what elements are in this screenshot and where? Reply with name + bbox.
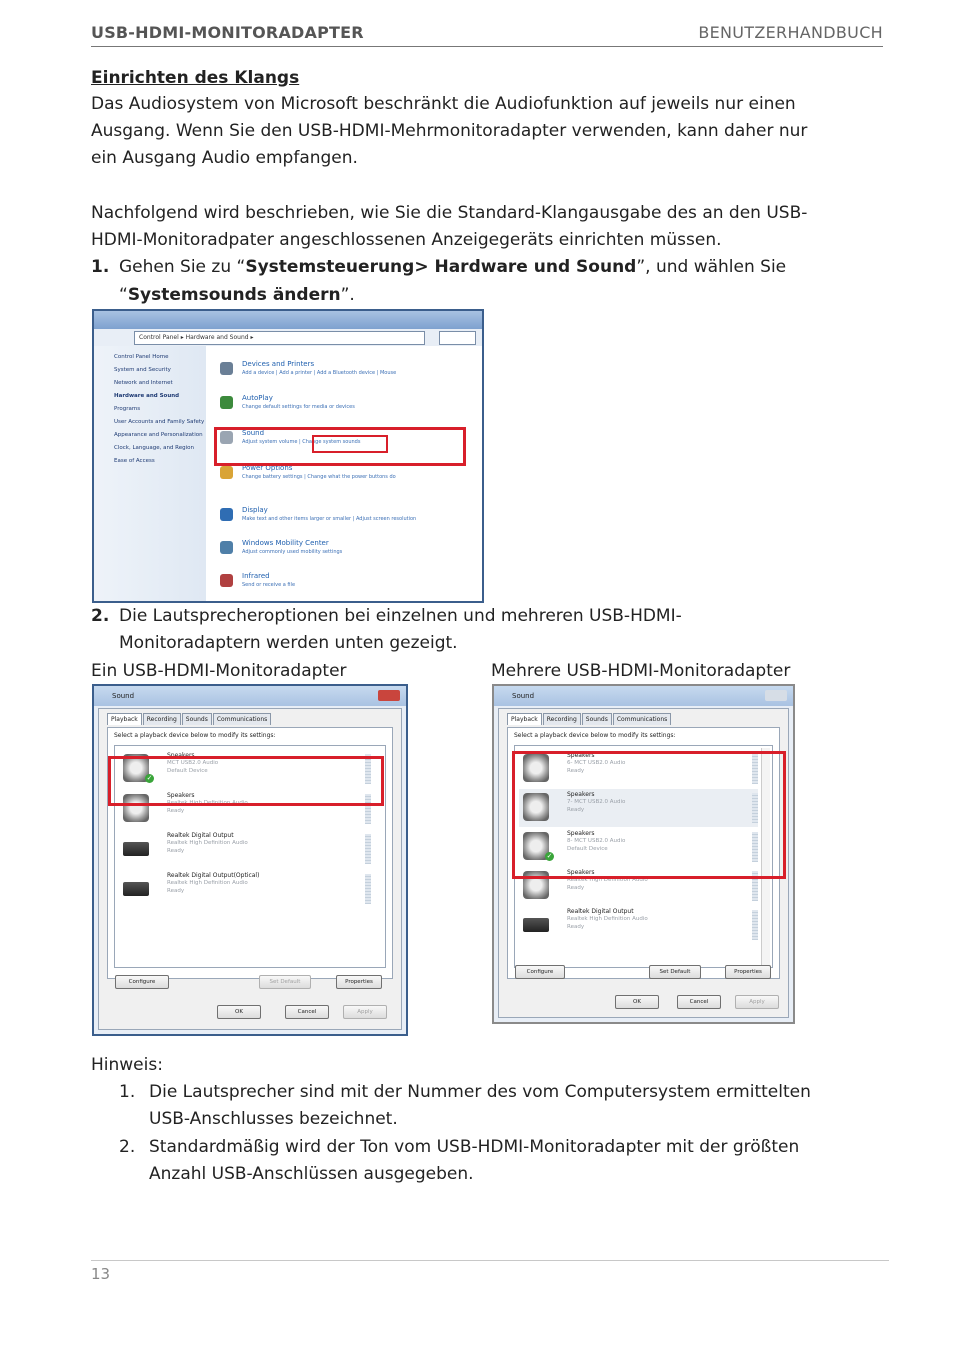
step-1-line-1 bbox=[91, 254, 786, 281]
note-2-line-1 bbox=[119, 1134, 799, 1161]
apply-button[interactable]: Apply bbox=[343, 1005, 387, 1019]
category-links[interactable]: Change default settings for media or devices bbox=[242, 404, 355, 410]
category-title[interactable]: Display bbox=[242, 506, 268, 514]
category-icon bbox=[220, 574, 233, 587]
caption-single-adapter: Ein USB-HDMI-Monitoradapter bbox=[91, 661, 347, 681]
page-header bbox=[91, 22, 883, 47]
device-name: Speakers bbox=[167, 752, 195, 759]
category-icon bbox=[220, 508, 233, 521]
cancel-button[interactable]: Cancel bbox=[677, 995, 721, 1009]
category-icon bbox=[220, 541, 233, 554]
tab-sounds[interactable]: Sounds bbox=[182, 713, 212, 725]
category-links[interactable]: Add a device | Add a printer | Add a Bluetooth device | Mouse bbox=[242, 370, 397, 376]
step-2-text: Die Lautsprecheroptionen bei einzelnen und mehreren USB-HDMI- bbox=[119, 606, 682, 626]
sound-dialog-single bbox=[92, 684, 408, 1036]
intro-line-3: ein Ausgang Audio empfangen. bbox=[91, 148, 358, 168]
device-name: Realtek Digital Output bbox=[567, 908, 634, 915]
section-title: Einrichten des Klangs bbox=[91, 68, 300, 88]
device-driver: 8- MCT USB2.0 Audio bbox=[567, 838, 626, 844]
tab-recording[interactable]: Recording bbox=[143, 713, 181, 725]
sidebar-link[interactable]: Hardware and Sound bbox=[114, 393, 180, 399]
note-2-line-2: Anzahl USB-Anschlüssen ausgegeben. bbox=[149, 1164, 474, 1184]
device-driver: Realtek High Definition Audio bbox=[567, 877, 648, 883]
device-status: Ready bbox=[567, 807, 585, 813]
close-icon[interactable] bbox=[378, 690, 400, 701]
sidebar-link[interactable]: Ease of Access bbox=[114, 458, 155, 464]
control-panel-sidebar bbox=[94, 346, 206, 601]
page-number: 13 bbox=[91, 1265, 111, 1283]
note-1-text: Die Lautsprecher sind mit der Nummer des vom Computersystem ermittelten bbox=[149, 1082, 811, 1102]
sidebar-link[interactable]: User Accounts and Family Safety bbox=[114, 419, 205, 425]
tab-recording[interactable]: Recording bbox=[543, 713, 581, 725]
properties-button[interactable]: Properties bbox=[336, 975, 382, 989]
sound-card-icon bbox=[523, 918, 549, 932]
sidebar-link[interactable]: Control Panel Home bbox=[114, 354, 169, 360]
category-links[interactable]: Change battery settings | Change what the power buttons do bbox=[242, 474, 396, 480]
note-1-line-2: USB-Anschlusses bezeichnet. bbox=[149, 1109, 398, 1129]
device-name: Speakers bbox=[567, 752, 595, 759]
device-name: Realtek Digital Output(Optical) bbox=[167, 872, 260, 879]
category-icon bbox=[220, 466, 233, 479]
step-1-quote: “ bbox=[119, 285, 128, 305]
volume-meter bbox=[365, 874, 371, 904]
device-name: Speakers bbox=[567, 830, 595, 837]
properties-button[interactable]: Properties bbox=[725, 965, 771, 979]
device-status: Ready bbox=[567, 885, 585, 891]
category-title[interactable]: Windows Mobility Center bbox=[242, 539, 329, 547]
device-name: Speakers bbox=[567, 791, 595, 798]
window-titlebar bbox=[94, 311, 482, 329]
device-status: Ready bbox=[567, 768, 585, 774]
address-bar: Control Panel ▸ Hardware and Sound ▸ bbox=[134, 331, 425, 345]
device-row[interactable] bbox=[119, 830, 371, 868]
sidebar-link[interactable]: Programs bbox=[114, 406, 141, 412]
category-links[interactable]: Adjust commonly used mobility settings bbox=[242, 549, 343, 555]
device-driver: 7- MCT USB2.0 Audio bbox=[567, 799, 626, 805]
volume-meter bbox=[752, 910, 758, 940]
instruction-text: Select a playback device below to modify its settings: bbox=[114, 732, 276, 739]
note-2-number: 2. bbox=[119, 1137, 136, 1157]
device-status: Ready bbox=[567, 924, 585, 930]
sound-dialog-multi bbox=[492, 684, 795, 1024]
sidebar-link[interactable]: Clock, Language, and Region bbox=[114, 445, 195, 451]
device-status: Ready bbox=[167, 888, 185, 894]
step-2-line-1 bbox=[91, 603, 682, 630]
step-1-line-2 bbox=[119, 282, 355, 309]
category-title[interactable]: Power Options bbox=[242, 464, 293, 472]
dialog-titlebar: Sound bbox=[494, 686, 793, 706]
device-name: Realtek Digital Output bbox=[167, 832, 234, 839]
footer-divider bbox=[91, 1260, 889, 1261]
category-links[interactable]: Make text and other items larger or smaller | Adjust screen resolution bbox=[242, 516, 417, 522]
tab-playback[interactable]: Playback bbox=[507, 713, 542, 725]
category-title[interactable]: AutoPlay bbox=[242, 394, 273, 402]
sound-card-icon bbox=[123, 842, 149, 856]
device-row[interactable] bbox=[119, 870, 371, 908]
para2-line-2: HDMI-Monitoradpater angeschlossenen Anzeigegeräts einrichten müssen. bbox=[91, 230, 722, 250]
category-title[interactable]: Devices and Printers bbox=[242, 360, 315, 368]
dialog-titlebar: Sound bbox=[94, 686, 406, 706]
step-2-line-2: Monitoradaptern werden unten gezeigt. bbox=[119, 633, 458, 653]
step-1-end: ”. bbox=[340, 285, 355, 305]
device-status: Ready bbox=[167, 808, 185, 814]
default-check-icon: ✓ bbox=[546, 852, 553, 860]
sound-card-icon bbox=[123, 882, 149, 896]
change-sounds-highlight bbox=[312, 435, 388, 453]
intro-line-1: Das Audiosystem von Microsoft beschränkt die Audiofunktion auf jeweils nur einen bbox=[91, 94, 796, 114]
tab-communications[interactable]: Communications bbox=[613, 713, 671, 725]
device-row[interactable] bbox=[519, 906, 758, 944]
step-1-text-mid: ”, und wählen Sie bbox=[636, 257, 787, 277]
close-icon[interactable] bbox=[765, 690, 787, 701]
header-product-name: USB-HDMI-MONITORADAPTER bbox=[91, 23, 364, 42]
instruction-text: Select a playback device below to modify its settings: bbox=[514, 732, 676, 739]
device-status: Default Device bbox=[167, 768, 208, 774]
sidebar-link[interactable]: Appearance and Personalization bbox=[114, 432, 203, 438]
configure-button[interactable]: Configure bbox=[515, 965, 565, 979]
highlight-box bbox=[512, 751, 786, 879]
volume-meter bbox=[365, 834, 371, 864]
device-driver: 6- MCT USB2.0 Audio bbox=[567, 760, 626, 766]
category-links[interactable]: Adjust system volume | Change system sounds bbox=[242, 439, 361, 445]
default-check-icon: ✓ bbox=[146, 774, 153, 782]
note-1-line-1 bbox=[119, 1079, 811, 1106]
step-1-number: 1. bbox=[91, 257, 110, 277]
tab-playback[interactable]: Playback bbox=[107, 713, 142, 725]
control-panel-screenshot bbox=[92, 309, 484, 603]
header-manual-label: BENUTZERHANDBUCH bbox=[698, 23, 883, 42]
tab-communications[interactable]: Communications bbox=[213, 713, 271, 725]
dialog-tabs bbox=[507, 713, 672, 725]
device-driver: Realtek High Definition Audio bbox=[567, 916, 648, 922]
category-links[interactable]: Send or receive a file bbox=[242, 582, 296, 588]
device-status: Ready bbox=[167, 848, 185, 854]
note-1-number: 1. bbox=[119, 1082, 136, 1102]
apply-button[interactable]: Apply bbox=[735, 995, 779, 1009]
device-driver: Realtek High Definition Audio bbox=[167, 840, 248, 846]
note-label: Hinweis: bbox=[91, 1055, 163, 1075]
category-icon bbox=[220, 396, 233, 409]
cancel-button[interactable]: Cancel bbox=[285, 1005, 329, 1019]
category-title[interactable]: Infrared bbox=[242, 572, 270, 580]
ok-button[interactable]: OK bbox=[217, 1005, 261, 1019]
ok-button[interactable]: OK bbox=[615, 995, 659, 1009]
device-status: Default Device bbox=[567, 846, 608, 852]
search-box bbox=[439, 331, 476, 345]
category-icon bbox=[220, 362, 233, 375]
step-2-number: 2. bbox=[91, 606, 110, 626]
device-name: Speakers bbox=[567, 869, 595, 876]
step-1-text: Gehen Sie zu “ bbox=[119, 257, 246, 277]
category-title[interactable]: Sound bbox=[242, 429, 265, 437]
device-driver: Realtek High Definition Audio bbox=[167, 880, 248, 886]
device-driver: MCT USB2.0 Audio bbox=[167, 760, 219, 766]
tab-sounds[interactable]: Sounds bbox=[582, 713, 612, 725]
step-1-path: Systemsteuerung> Hardware und Sound bbox=[245, 257, 637, 277]
control-panel-body bbox=[94, 346, 482, 601]
sidebar-link[interactable]: Network and Internet bbox=[114, 380, 173, 386]
device-driver: Realtek High Definition Audio bbox=[167, 800, 248, 806]
sidebar-link[interactable]: System and Security bbox=[114, 367, 171, 373]
step-1-target: Systemsounds ändern bbox=[127, 285, 341, 305]
set-default-button[interactable]: Set Default bbox=[649, 965, 701, 979]
set-default-button[interactable]: Set Default bbox=[259, 975, 311, 989]
caption-multi-adapter: Mehrere USB-HDMI-Monitoradapter bbox=[491, 661, 791, 681]
note-2-text: Standardmäßig wird der Ton vom USB-HDMI-Monitoradapter mit der größten bbox=[149, 1137, 800, 1157]
intro-line-2: Ausgang. Wenn Sie den USB-HDMI-Mehrmonitoradapter verwenden, kann daher nur bbox=[91, 121, 808, 141]
dialog-tabs bbox=[107, 713, 272, 725]
device-name: Speakers bbox=[167, 792, 195, 799]
para2-line-1: Nachfolgend wird beschrieben, wie Sie die Standard-Klangausgabe des an den USB- bbox=[91, 203, 808, 223]
highlight-box bbox=[108, 756, 384, 806]
configure-button[interactable]: Configure bbox=[115, 975, 169, 989]
